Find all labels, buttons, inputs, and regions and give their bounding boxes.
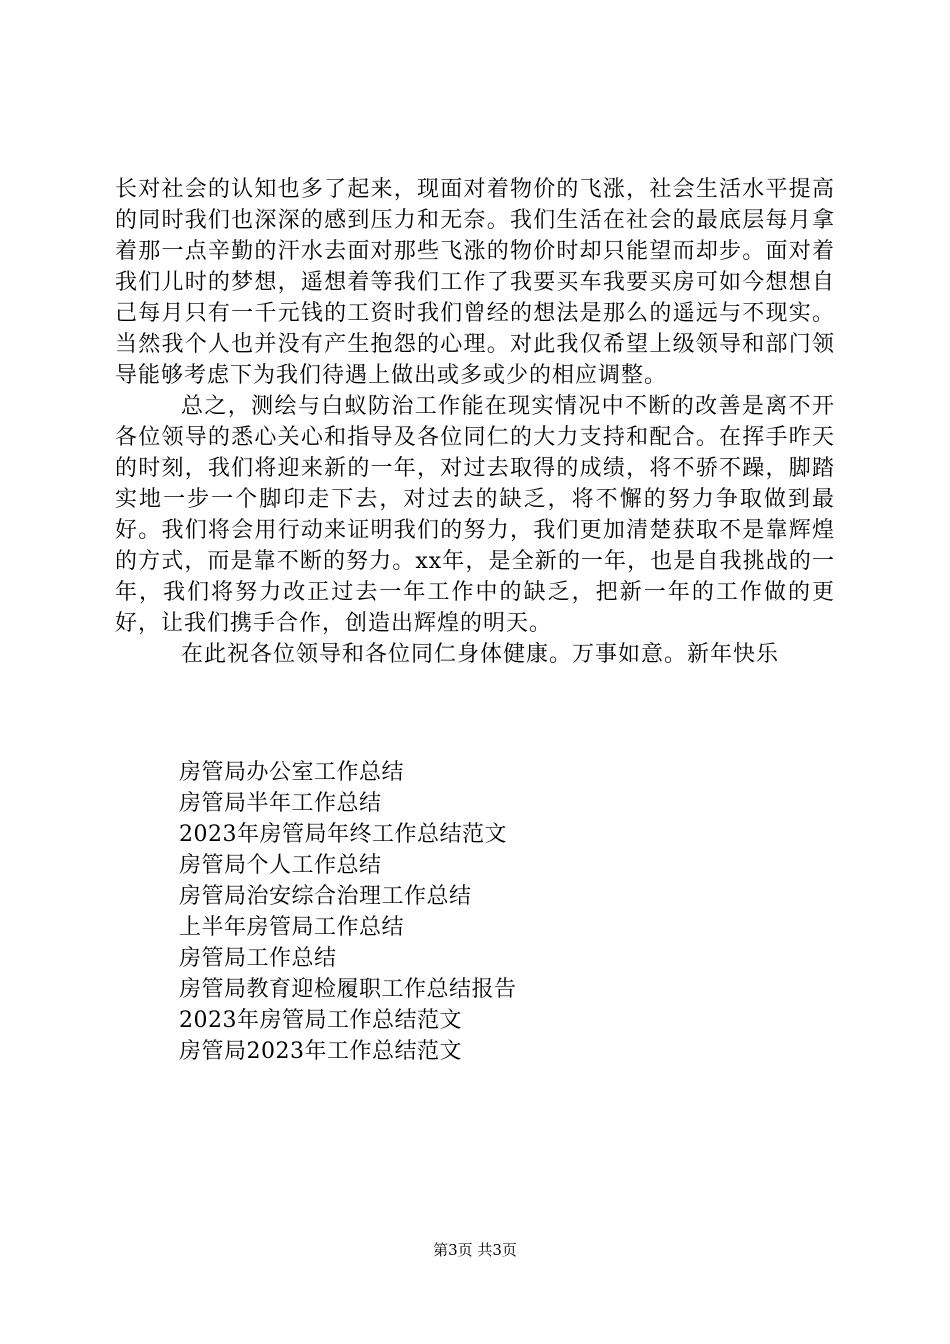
- related-article-link[interactable]: 2023年房管局工作总结范文: [179, 1008, 462, 1033]
- related-articles-list: [179, 757, 799, 1067]
- document-body: [115, 174, 835, 670]
- related-article-link[interactable]: 房管局教育迎检履职工作总结报告: [179, 977, 517, 1002]
- related-article-link[interactable]: 2023年房管局年终工作总结范文: [179, 822, 507, 847]
- related-article-link[interactable]: 房管局半年工作总结: [179, 791, 382, 816]
- related-article-link[interactable]: 房管局个人工作总结: [179, 853, 382, 878]
- related-article-link[interactable]: 房管局工作总结: [179, 946, 337, 971]
- body-paragraph: 总之，测绘与白蚁防治工作能在现实情况中不断的改善是离不开各位领导的悉心关心和指导及各位同仁的大力支持和配合。在挥手昨天的时刻，我们将迎来新的一年，对过去取得的成绩，将不骄不躁，脚踏实地一步一个脚印走下去，对过去的缺乏，将不懈的努力争取做到最好。我们将会用行动来证明我们的努力，我们更加清楚获取不是靠辉煌的方式，而是靠不断的努力。xx年，是全新的一年，也是自我挑战的一年，我们将努力改正过去一年工作中的缺乏，把新一年的工作做的更好，让我们携手合作，创造出辉煌的明天。: [115, 394, 835, 636]
- related-article-link[interactable]: 房管局办公室工作总结: [179, 760, 405, 785]
- related-article-link[interactable]: 房管局2023年工作总结范文: [179, 1039, 462, 1064]
- related-article-link[interactable]: 上半年房管局工作总结: [179, 915, 405, 940]
- related-article-link[interactable]: 房管局治安综合治理工作总结: [179, 884, 472, 909]
- closing-wishes: 在此祝各位领导和各位同仁身体健康。万事如意。新年快乐: [181, 642, 780, 667]
- page-footer: [0, 1240, 950, 1260]
- page-number: 第3页 共3页: [433, 1241, 517, 1259]
- body-paragraph: 长对社会的认知也多了起来，现面对着物价的飞涨，社会生活水平提高的同时我们也深深的感到压力和无奈。我们生活在社会的最底层每月拿着那一点辛勤的汗水去面对那些飞涨的物价时却只能望而却步。面对着我们儿时的梦想，遥想着等我们工作了我要买车我要买房可如今想想自己每月只有一千元钱的工资时我们曾经的想法是那么的遥远与不现实。当然我个人也并没有产生抱怨的心理。对此我仅希望上级领导和部门领导能够考虑下为我们待遇上做出或多或少的相应调整。: [115, 177, 835, 388]
